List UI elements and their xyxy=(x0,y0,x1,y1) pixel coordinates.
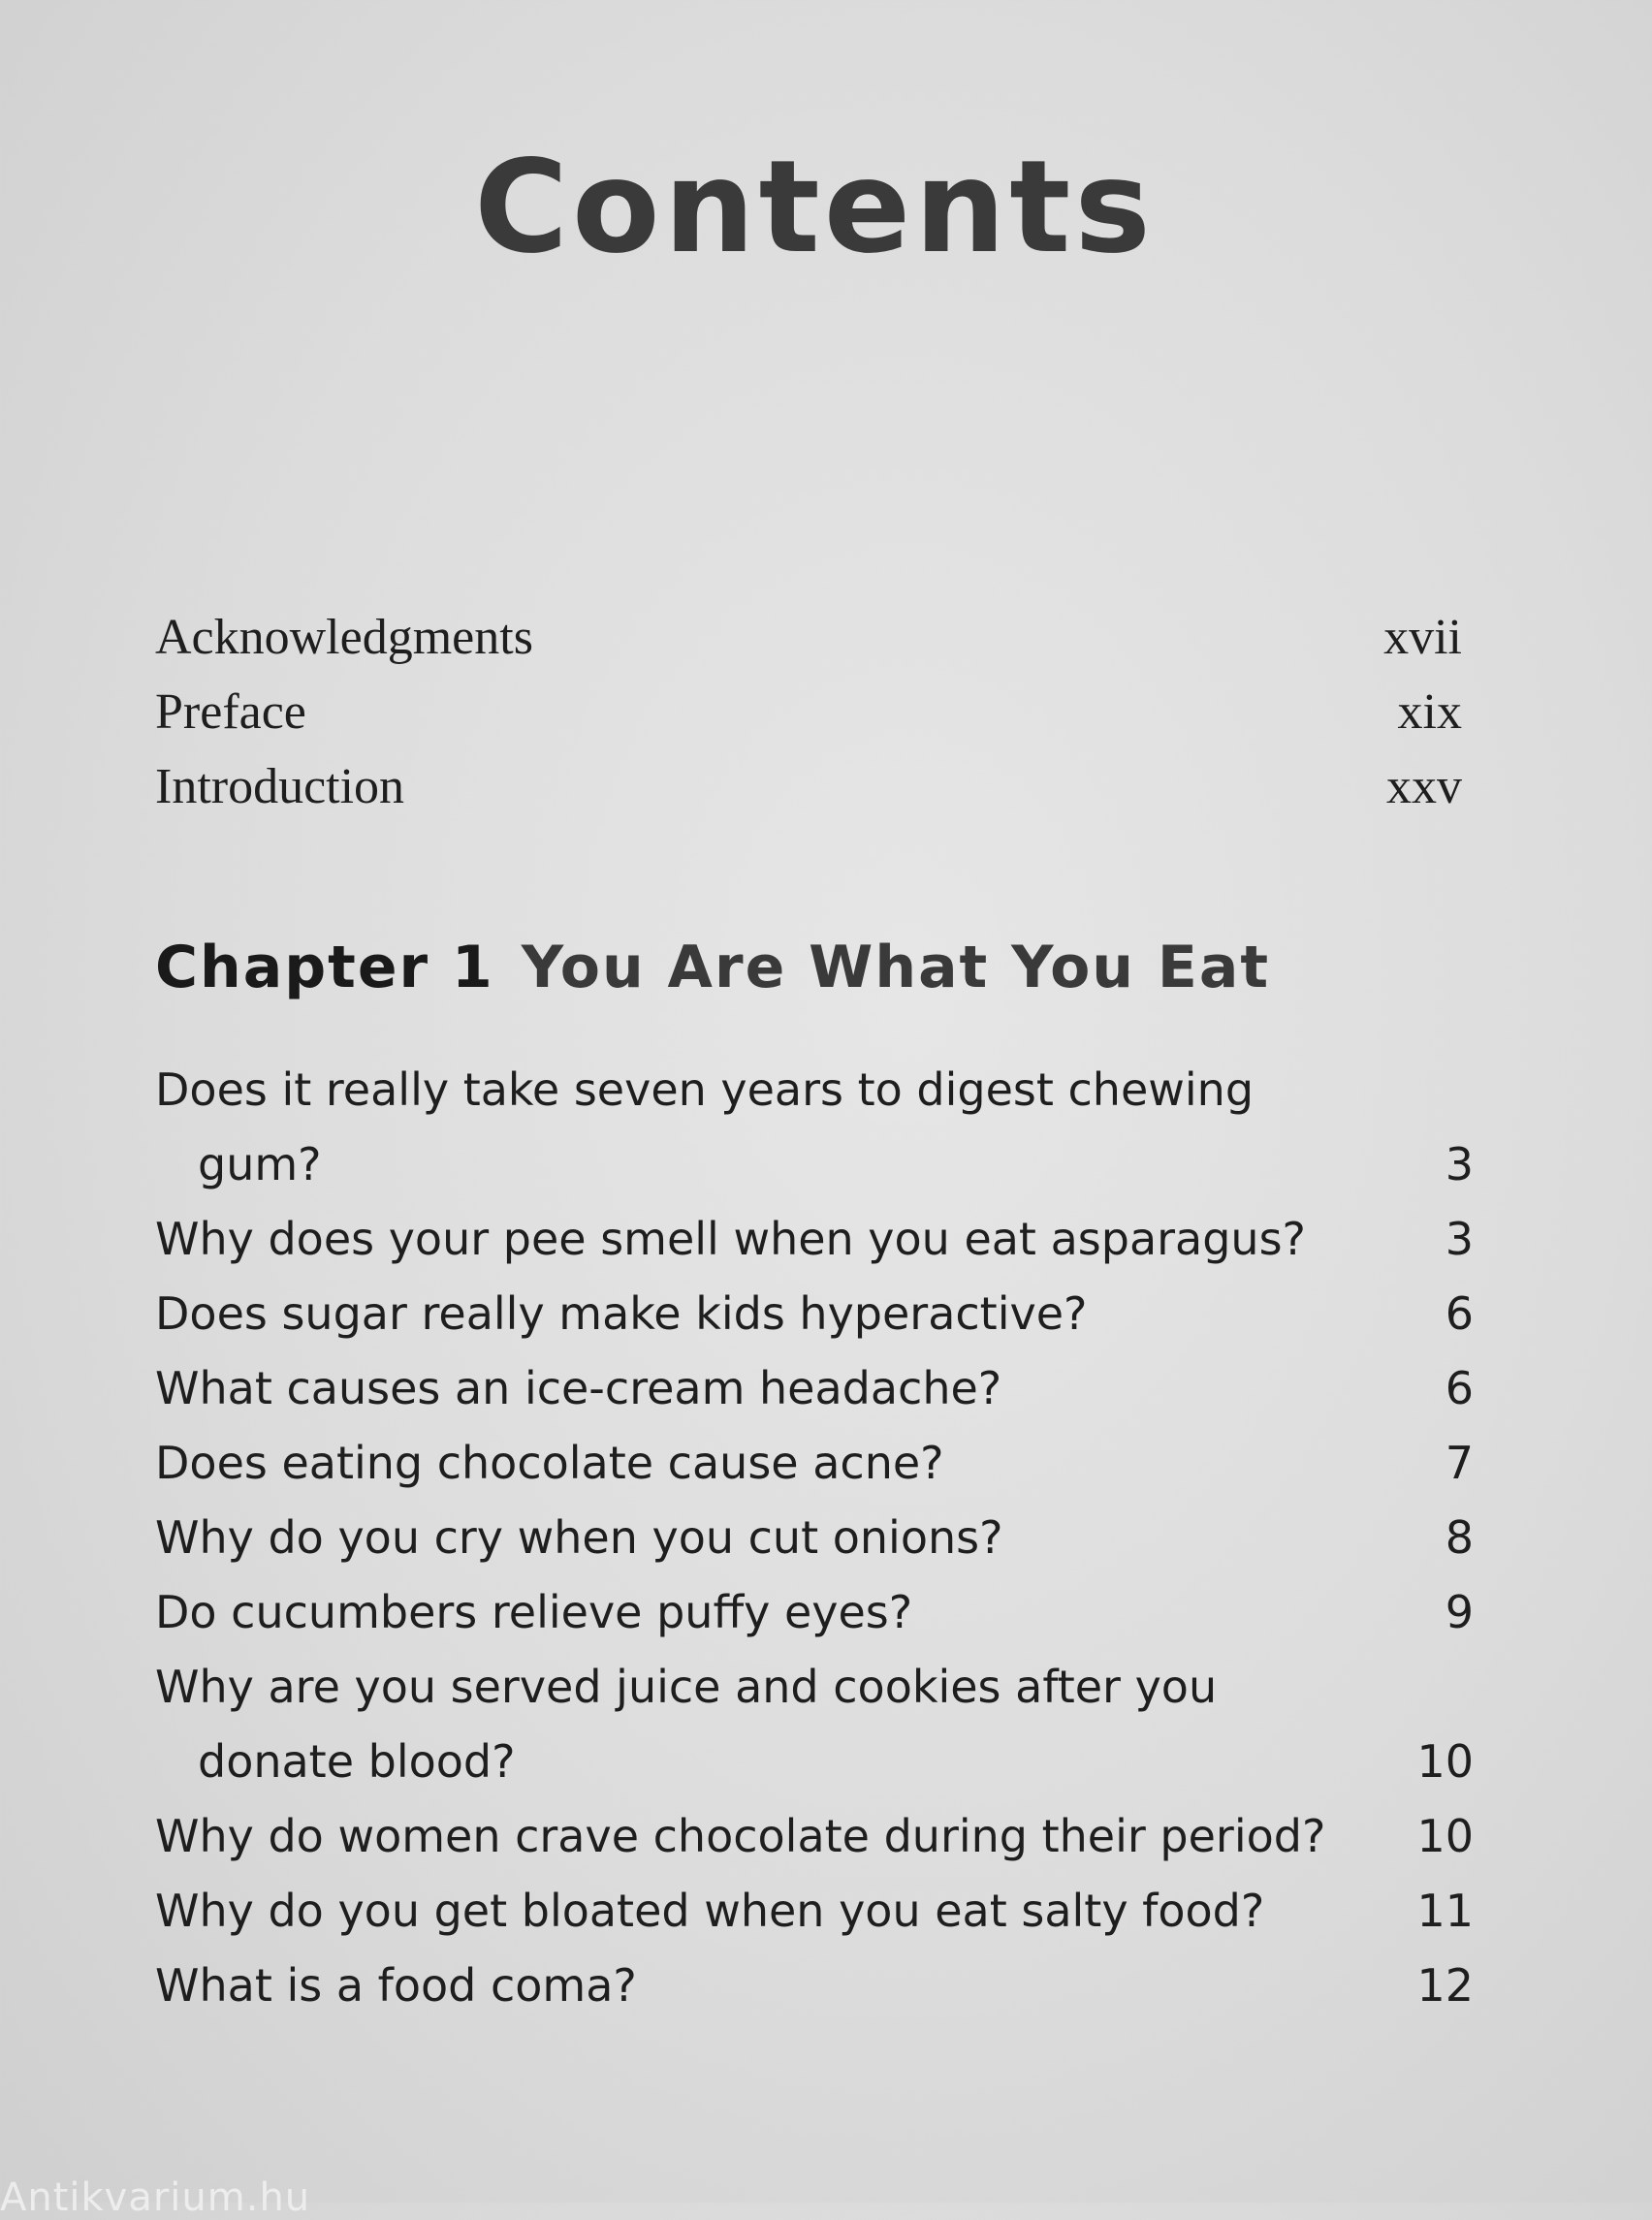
front-matter-item xyxy=(155,758,1462,833)
toc-entry-page: 6 xyxy=(1445,1362,1474,1414)
front-matter-page: xix xyxy=(1397,684,1462,740)
toc-entry xyxy=(155,1277,1474,1351)
toc-entry xyxy=(155,1501,1474,1575)
front-matter-page: xvii xyxy=(1383,610,1462,665)
toc-entry xyxy=(155,1575,1474,1650)
front-matter-list xyxy=(155,609,1462,833)
toc-entry-page: 8 xyxy=(1445,1511,1474,1564)
toc-entry-line: Do cucumbers relieve puffy eyes? xyxy=(155,1586,913,1638)
toc-entry-question xyxy=(155,1202,1357,1277)
toc-entry-page: 12 xyxy=(1416,1959,1474,2012)
toc-entry-question xyxy=(155,1949,1357,2023)
toc-entry-question xyxy=(155,1351,1357,1426)
toc-entry-question xyxy=(155,1799,1357,1874)
toc-entry-question xyxy=(155,1277,1357,1351)
toc-entry-line: Does eating chocolate cause acne? xyxy=(155,1437,944,1489)
toc-entry-line: Why do you get bloated when you eat salty food? xyxy=(155,1885,1265,1937)
toc-entry-page: 6 xyxy=(1445,1287,1474,1340)
toc-entry-line: Why do women crave chocolate during their period? xyxy=(155,1810,1326,1862)
front-matter-page: xxv xyxy=(1386,759,1462,814)
front-matter-label: Introduction xyxy=(155,759,405,814)
toc-entry-page: 7 xyxy=(1445,1437,1474,1489)
toc-entry-page: 10 xyxy=(1416,1735,1474,1788)
toc-entry xyxy=(155,1351,1474,1426)
chapter-heading xyxy=(155,933,1493,1002)
toc-entry-question xyxy=(155,1501,1357,1575)
front-matter-item xyxy=(155,683,1462,758)
watermark-text: Antikvarium.hu xyxy=(0,2175,311,2220)
chapter-title: You Are What You Eat xyxy=(521,934,1271,1001)
toc-entry-question xyxy=(155,1426,1357,1501)
chapter-entries-list xyxy=(155,1053,1474,2023)
toc-entry xyxy=(155,1202,1474,1277)
toc-entry-line: Why does your pee smell when you eat asparagus? xyxy=(155,1213,1306,1265)
toc-entry-line: Why are you served juice and cookies after you xyxy=(155,1661,1218,1713)
toc-entry-page: 11 xyxy=(1416,1885,1474,1937)
front-matter-label: Preface xyxy=(155,684,306,740)
toc-entry-question xyxy=(155,1874,1357,1949)
toc-entry-page: 9 xyxy=(1445,1586,1474,1638)
toc-entry xyxy=(155,1426,1474,1501)
toc-entry-page: 3 xyxy=(1445,1138,1474,1190)
toc-entry-line: gum? xyxy=(198,1138,322,1190)
toc-entry xyxy=(155,1949,1474,2023)
toc-entry-page: 10 xyxy=(1416,1810,1474,1862)
chapter-label: Chapter 1 xyxy=(155,934,494,1001)
front-matter-label: Acknowledgments xyxy=(155,610,533,665)
toc-entry xyxy=(155,1650,1474,1799)
toc-entry-line: Why do you cry when you cut onions? xyxy=(155,1511,1003,1564)
toc-entry xyxy=(155,1799,1474,1874)
toc-entry-line: What causes an ice-cream headache? xyxy=(155,1362,1002,1414)
toc-entry-line: What is a food coma? xyxy=(155,1959,637,2012)
toc-entry-question xyxy=(155,1053,1357,1202)
toc-entry-line: donate blood? xyxy=(198,1735,516,1788)
toc-entry-line: Does sugar really make kids hyperactive? xyxy=(155,1287,1088,1340)
toc-entry-line: Does it really take seven years to digest chewing xyxy=(155,1063,1255,1116)
toc-entry xyxy=(155,1874,1474,1949)
toc-entry-page: 3 xyxy=(1445,1213,1474,1265)
front-matter-item xyxy=(155,609,1462,683)
toc-entry-question xyxy=(155,1575,1357,1650)
toc-entry-question xyxy=(155,1650,1357,1799)
toc-entry xyxy=(155,1053,1474,1202)
page-title: Contents xyxy=(474,133,1155,282)
